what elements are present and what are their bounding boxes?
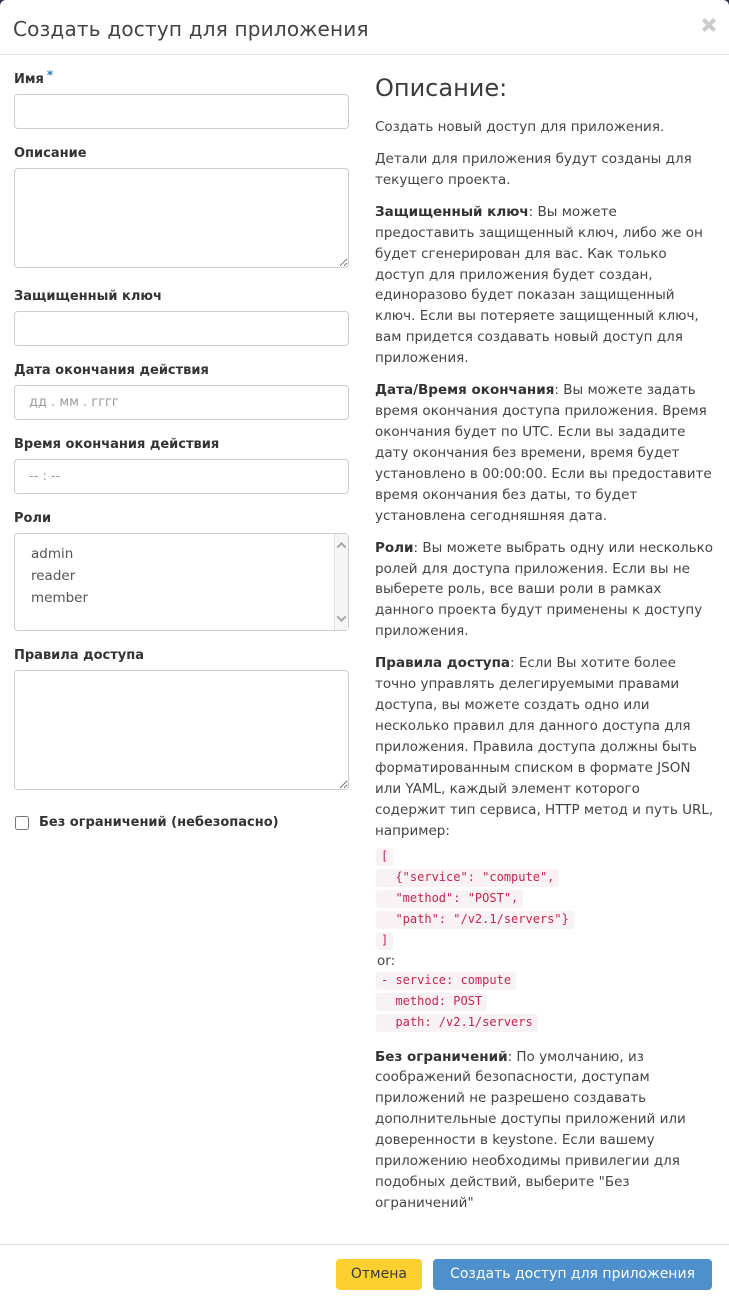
code-line: "path": "/v2.1/servers"} [376, 911, 574, 929]
rules-label: Правила доступа [14, 648, 145, 663]
expiration-date-input[interactable] [14, 385, 349, 420]
paragraph-lead: Роли [375, 539, 414, 556]
modal-title: Создать доступ для приложения [13, 17, 369, 41]
modal-header [0, 0, 729, 55]
description-heading: Описание: [375, 74, 508, 102]
description-paragraph [375, 149, 714, 191]
chevron-down-icon[interactable] [337, 612, 347, 622]
description-paragraph-roles [375, 538, 714, 643]
unrestricted-label: Без ограничений (небезопасно) [39, 815, 279, 830]
rules-field-group [14, 648, 349, 794]
paragraph-text: : Вы можете предоставить защищенный ключ, либо же он будет сгенерирован для вас. Как только доступ для приложения будет создан, единоразово будет показан защищенный ключ. Если вы потеряете защищенный ключ, вам придется создавать новый доступ для приложения. [375, 203, 703, 367]
description-column [375, 72, 715, 1244]
unrestricted-checkbox[interactable] [15, 816, 29, 830]
roles-option-reader[interactable]: reader [31, 568, 76, 584]
code-line: - service: compute [376, 972, 516, 990]
required-asterisk: * [46, 68, 54, 82]
roles-select[interactable] [14, 533, 349, 631]
description-paragraph [375, 117, 714, 138]
name-label-text: Имя [14, 72, 44, 87]
roles-option-member[interactable]: member [31, 590, 89, 606]
roles-options [15, 534, 334, 630]
secret-field-group [14, 289, 349, 346]
code-line: [ [376, 848, 393, 866]
description-paragraph-secret [375, 202, 714, 369]
description-field-group [14, 146, 349, 272]
or-label: or: [377, 952, 396, 969]
modal-body [0, 55, 729, 1244]
expiration-time-input[interactable] [14, 459, 349, 494]
expiration-date-label: Дата окончания действия [14, 363, 209, 378]
code-line: {"service": "compute", [376, 869, 559, 887]
chevron-up-icon[interactable] [337, 542, 347, 552]
cancel-button[interactable]: Отмена [336, 1259, 422, 1290]
code-line: method: POST [376, 993, 487, 1011]
code-example-json [375, 848, 714, 950]
paragraph-lead: Дата/Время окончания [375, 382, 555, 399]
paragraph-text: : Вы можете выбрать одну или несколько ролей для доступа приложения. Если вы не выберете роль, все ваши роли в рамках данного проекта будут применены к доступу приложения. [375, 539, 713, 640]
paragraph-lead: Защищенный ключ [375, 203, 529, 220]
roles-scrollbar[interactable] [334, 534, 348, 630]
modal-footer [0, 1244, 729, 1304]
roles-option-admin[interactable]: admin [31, 546, 74, 562]
roles-label: Роли [14, 511, 52, 526]
description-paragraph-unrestricted [375, 1047, 714, 1214]
close-icon[interactable] [701, 17, 716, 32]
description-paragraph-rules [375, 653, 714, 841]
paragraph-text: : По умолчанию, из соображений безопасности, доступам приложений не разрешено создавать дополнительные доступы приложений или доверенности в keystone. Если вашему приложению необходимы привилегии для подобных действий, выберите "Без ограничений" [375, 1048, 686, 1211]
code-line: path: /v2.1/servers [376, 1014, 538, 1032]
code-line: "method": "POST", [376, 890, 523, 908]
rules-textarea[interactable] [14, 670, 349, 790]
submit-button[interactable]: Создать доступ для приложения [433, 1259, 712, 1290]
roles-field-group [14, 511, 349, 631]
name-field-group [14, 68, 349, 129]
expiration-time-label: Время окончания действия [14, 437, 220, 452]
code-line: ] [376, 932, 393, 950]
secret-label: Защищенный ключ [14, 289, 162, 304]
expiration-time-field-group [14, 437, 349, 494]
paragraph-text: : Вы можете задать время окончания доступа приложения. Время окончания будет по UTC. Если вы зададите дату окончания без времени, время будет установлено в 00:00:00. Если вы предоставите время окончания без даты, то будет установлена сегодняшняя дата. [375, 382, 712, 524]
unrestricted-checkbox-row [14, 815, 349, 830]
secret-input[interactable] [14, 311, 349, 346]
code-example-yaml [375, 972, 714, 1032]
description-label: Описание [14, 146, 87, 161]
paragraph-text: : Если Вы хотите более точно управлять делегируемыми правами доступа, вы можете создать одно или несколько правил для данного доступа для приложения. Правила доступа должны быть форматированным списком в формате JSON или YAML, каждый элемент которого содержит тип сервиса, HTTP метод и путь URL, например: [375, 655, 714, 839]
expiration-date-field-group [14, 363, 349, 420]
description-textarea[interactable] [14, 168, 349, 268]
paragraph-text: Создать новый доступ для приложения. [375, 119, 665, 135]
description-paragraph-expiration [375, 380, 714, 526]
name-input[interactable] [14, 94, 349, 129]
name-label [14, 68, 349, 87]
paragraph-lead: Правила доступа [375, 655, 511, 672]
paragraph-lead: Без ограничений [375, 1048, 508, 1065]
paragraph-text: Детали для приложения будут созданы для текущего проекта. [375, 150, 692, 188]
form-column [14, 68, 349, 1244]
